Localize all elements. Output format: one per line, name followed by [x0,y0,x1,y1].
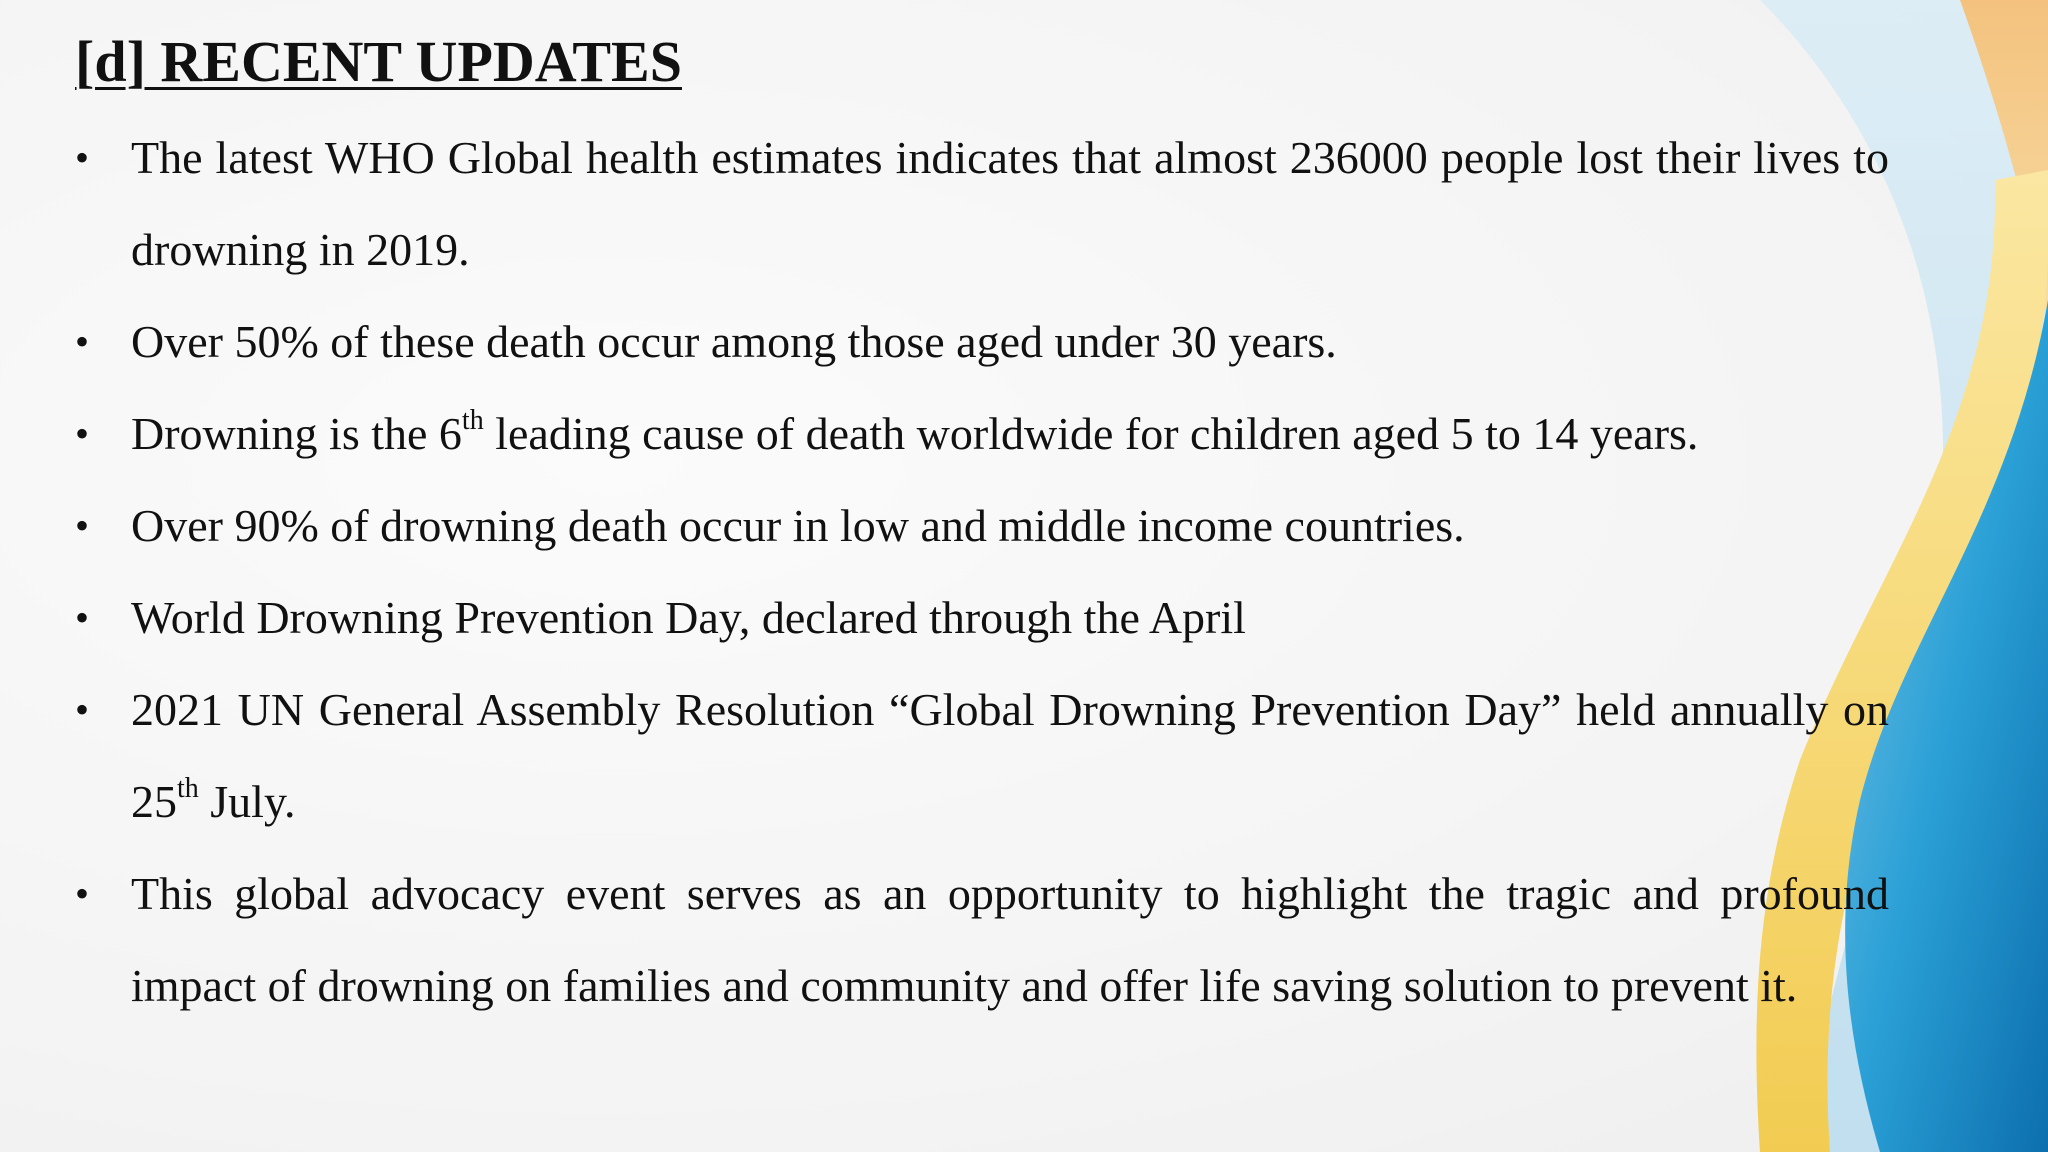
bullet-text: This global advocacy event serves as an opportunity to highlight the tragic and profound impact of drowning on families and community and offer life saving solution to prevent it. [131,868,1889,1011]
bullet-item [75,664,1889,848]
bullet-text: The latest WHO Global health estimates indicates that almost 236000 people lost their lives to drowning in 2019. [131,132,1889,275]
bullet-text: Over 50% of these death occur among those aged under 30 years. [131,316,1337,367]
bullet-text: Over 90% of drowning death occur in low and middle income countries. [131,500,1465,551]
ordinal-suffix: th [177,772,199,804]
bullet-dot: • [75,411,90,456]
bullet-item [75,480,1889,572]
slide-title: [d] RECENT UPDATES [75,29,682,94]
bullet-text-start: Drowning is the 6 [131,408,462,459]
bullet-dot: • [75,503,90,548]
bullet-text-start: 2021 UN General Assembly Resolution “Global Drowning Prevention Day” held annually on 25 [131,684,1889,827]
bullet-item [75,112,1889,296]
bullet-item [75,296,1889,388]
bullet-dot: • [75,687,90,732]
bullet-item [75,572,1889,664]
ordinal-suffix: th [461,404,484,436]
bullet-text-end: July. [198,776,296,827]
bullet-dot: • [75,871,90,916]
bullet-text-end: leading cause of death worldwide for children aged 5 to 14 years. [483,408,1699,459]
bullet-item [75,848,1889,1032]
bullet-dot: • [75,319,90,364]
bullet-text: World Drowning Prevention Day, declared through the April [131,592,1246,643]
bullet-dot: • [75,595,90,640]
bullet-item [75,388,1889,480]
bullet-dot: • [75,135,90,180]
bullet-list [75,112,1889,1032]
